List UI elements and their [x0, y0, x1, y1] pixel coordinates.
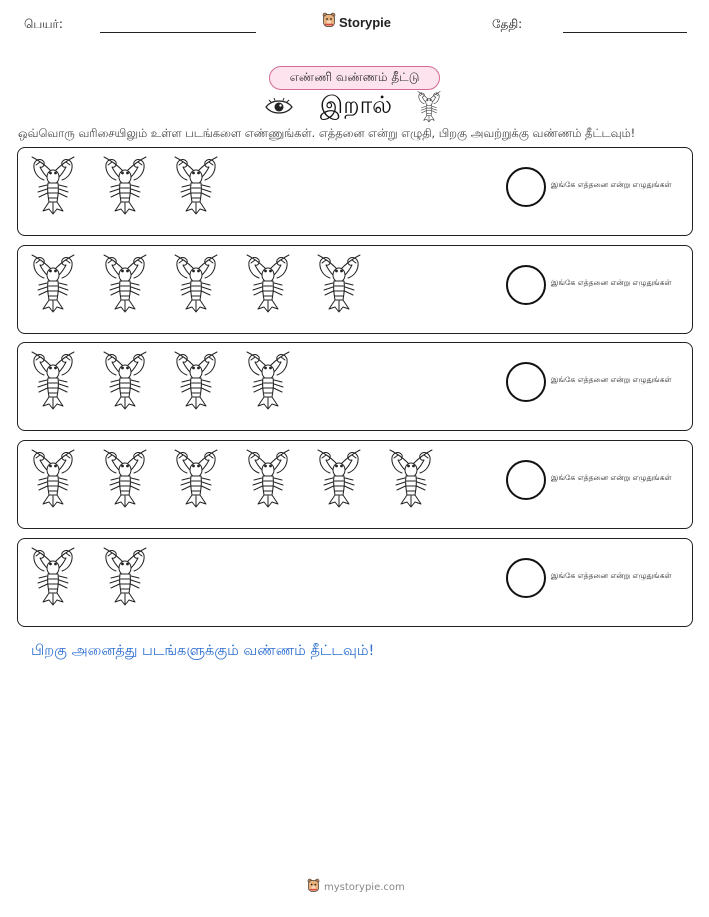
lobster-icon[interactable]	[100, 449, 150, 509]
date-label: தேதி:	[492, 17, 523, 31]
instructions-text: ஒவ்வொரு வரிசையிலும் உள்ள படங்களை எண்ணுங்கள். எத்தனை என்று எழுதி, பிறகு அவற்றுக்கு வண்ணம் தீட்டவும்!	[18, 126, 636, 140]
name-field-line[interactable]	[100, 32, 256, 33]
lobster-icon[interactable]	[171, 156, 221, 216]
lobster-icon[interactable]	[386, 449, 436, 509]
lobster-icon[interactable]	[100, 254, 150, 314]
lobster-icon[interactable]	[243, 351, 293, 411]
brand-logo	[322, 12, 391, 32]
bear-mascot-icon	[307, 878, 320, 897]
worksheet-type-badge: எண்ணி வண்ணம் தீட்டு	[269, 66, 440, 90]
title-block	[260, 91, 450, 123]
footer-message: பிறகு அனைத்து படங்களுக்கும் வண்ணம் தீட்டவும்!	[31, 643, 375, 659]
brand-name: Storypie	[339, 14, 392, 30]
lobster-icon[interactable]	[28, 449, 78, 509]
answer-circle[interactable]	[506, 265, 546, 305]
answer-hint: இங்கே எத்தனை என்று எழுதுங்கள்	[551, 473, 672, 483]
footer-url[interactable]: mystorypie.com	[324, 882, 405, 893]
lobster-icon[interactable]	[171, 449, 221, 509]
bear-mascot-icon	[322, 12, 336, 32]
counting-row	[17, 440, 693, 529]
lobster-icon[interactable]	[314, 449, 364, 509]
lobster-icon[interactable]	[28, 351, 78, 411]
lobster-icon[interactable]	[314, 254, 364, 314]
lobster-icon	[415, 91, 443, 127]
eye-icon	[264, 97, 294, 121]
lobster-icon[interactable]	[28, 156, 78, 216]
lobster-icon[interactable]	[28, 254, 78, 314]
lobster-icon[interactable]	[243, 449, 293, 509]
lobster-icon[interactable]	[171, 351, 221, 411]
counting-row	[17, 342, 693, 431]
answer-hint: இங்கே எத்தனை என்று எழுதுங்கள்	[551, 180, 672, 189]
counting-row	[17, 147, 693, 236]
counting-row	[17, 245, 693, 334]
page-title: இறால்	[319, 91, 393, 119]
name-label: பெயர்:	[24, 17, 63, 31]
answer-hint: இங்கே எத்தனை என்று எழுதுங்கள்	[551, 375, 672, 385]
lobster-icon[interactable]	[171, 254, 221, 314]
answer-hint: இங்கே எத்தனை என்று எழுதுங்கள்	[551, 570, 672, 580]
answer-circle[interactable]	[506, 460, 546, 500]
answer-hint: இங்கே எத்தனை என்று எழுதுங்கள்	[551, 277, 672, 287]
answer-circle[interactable]	[506, 558, 546, 598]
lobster-icon[interactable]	[100, 351, 150, 411]
answer-circle[interactable]	[506, 167, 546, 207]
counting-row	[17, 538, 693, 627]
lobster-icon[interactable]	[100, 156, 150, 216]
date-field-line[interactable]	[563, 32, 687, 33]
answer-circle[interactable]	[506, 362, 546, 402]
lobster-icon[interactable]	[28, 547, 78, 607]
lobster-icon[interactable]	[243, 254, 293, 314]
lobster-icon[interactable]	[100, 547, 150, 607]
footer-brand	[307, 878, 405, 897]
